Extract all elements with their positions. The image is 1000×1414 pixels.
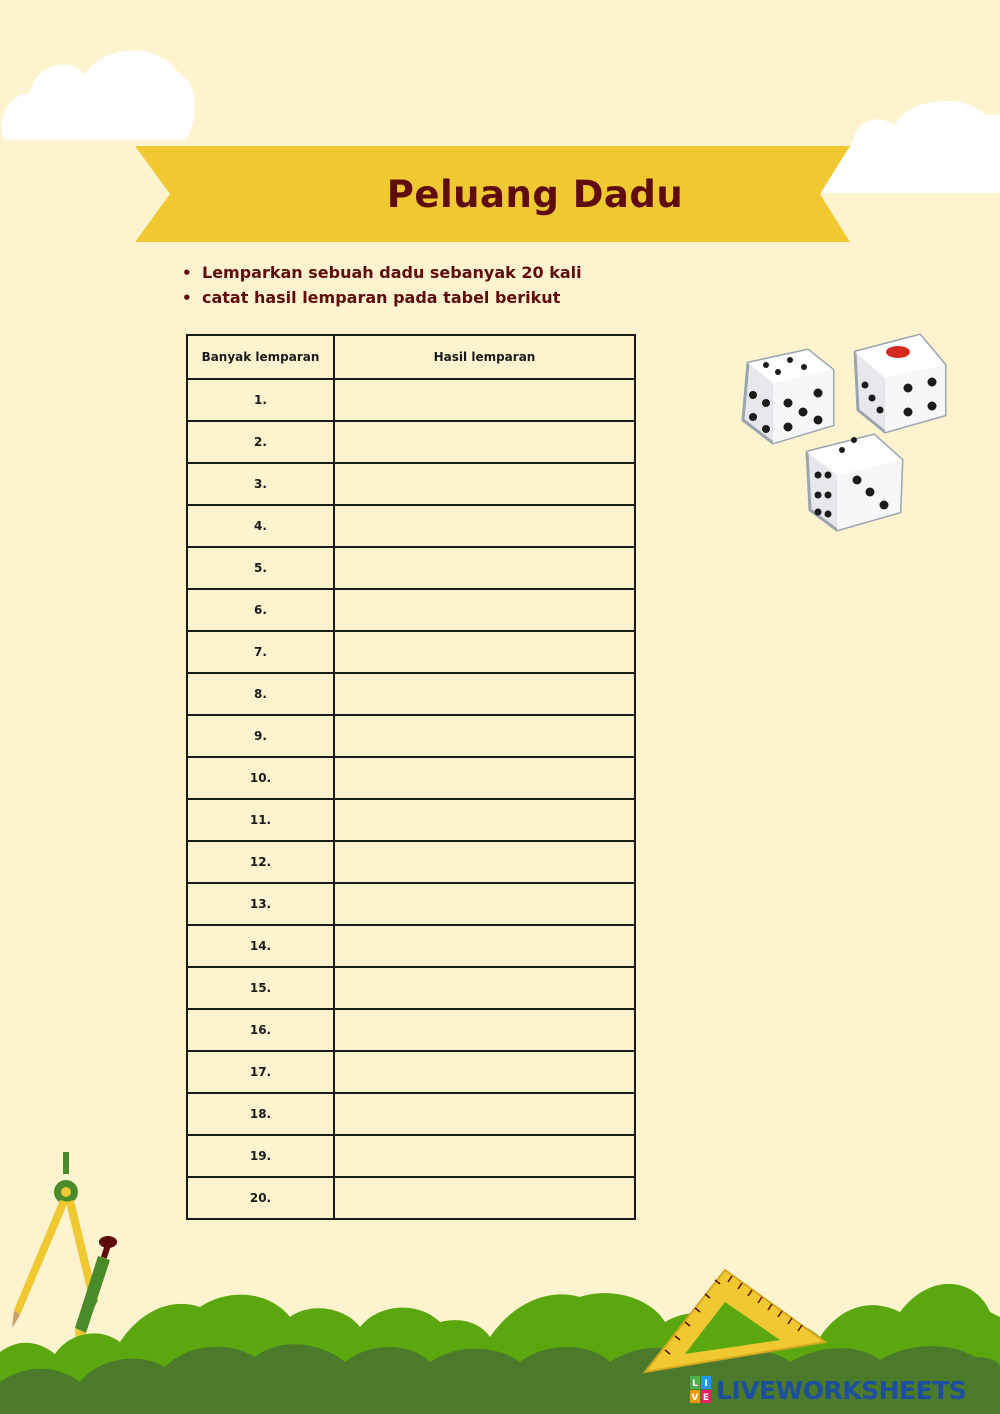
- table-row: [187, 841, 635, 883]
- table-row: [187, 631, 635, 673]
- throw-number-cell: 20.: [187, 1177, 334, 1219]
- table-row: [187, 421, 635, 463]
- svg-text:V: V: [691, 1393, 699, 1403]
- throw-number-cell: 8.: [187, 673, 334, 715]
- throw-result-cell[interactable]: [334, 715, 635, 757]
- table-row: [187, 379, 635, 421]
- svg-text:I: I: [704, 1379, 708, 1389]
- table-row: [187, 715, 635, 757]
- throw-result-cell[interactable]: [334, 1093, 635, 1135]
- instruction-item: • Lemparkan sebuah dadu sebanyak 20 kali: [180, 262, 582, 287]
- throw-number-cell: 13.: [187, 883, 334, 925]
- table-row: [187, 1051, 635, 1093]
- throw-number-cell: 3.: [187, 463, 334, 505]
- table-row: [187, 673, 635, 715]
- table-row: [187, 925, 635, 967]
- throw-result-cell[interactable]: [334, 1177, 635, 1219]
- throw-result-cell[interactable]: [334, 841, 635, 883]
- throw-result-cell[interactable]: [334, 799, 635, 841]
- table-row: [187, 1009, 635, 1051]
- throw-number-cell: 1.: [187, 379, 334, 421]
- throw-number-cell: 2.: [187, 421, 334, 463]
- column-header-throw-count: Banyak lemparan: [187, 335, 334, 379]
- results-table: [186, 334, 636, 1220]
- throw-number-cell: 10.: [187, 757, 334, 799]
- table-row: [187, 1177, 635, 1219]
- throw-result-cell[interactable]: [334, 631, 635, 673]
- table-row: [187, 463, 635, 505]
- throw-number-cell: 16.: [187, 1009, 334, 1051]
- table-row: [187, 799, 635, 841]
- throw-result-cell[interactable]: [334, 883, 635, 925]
- instruction-item: • catat hasil lemparan pada tabel berikut: [180, 287, 582, 312]
- instruction-list: [180, 262, 582, 312]
- table-row: [187, 883, 635, 925]
- throw-number-cell: 18.: [187, 1093, 334, 1135]
- throw-result-cell[interactable]: [334, 421, 635, 463]
- throw-number-cell: 5.: [187, 547, 334, 589]
- throw-number-cell: 6.: [187, 589, 334, 631]
- dice-icon: [730, 325, 970, 535]
- throw-result-cell[interactable]: [334, 589, 635, 631]
- watermark-brand: LIVEWORKSHEETS: [716, 1375, 967, 1405]
- table-row: [187, 1135, 635, 1177]
- table-row: [187, 967, 635, 1009]
- throw-number-cell: 9.: [187, 715, 334, 757]
- title-banner: [135, 146, 850, 242]
- throw-result-cell[interactable]: [334, 757, 635, 799]
- cloud-icon: [0, 45, 200, 145]
- svg-text:E: E: [702, 1393, 710, 1403]
- liveworksheets-logo-icon: [690, 1376, 712, 1404]
- table-row: [187, 547, 635, 589]
- throw-number-cell: 11.: [187, 799, 334, 841]
- throw-number-cell: 12.: [187, 841, 334, 883]
- table-row: [187, 757, 635, 799]
- throw-result-cell[interactable]: [334, 379, 635, 421]
- throw-number-cell: 14.: [187, 925, 334, 967]
- liveworksheets-watermark: [690, 1372, 966, 1408]
- throw-result-cell[interactable]: [334, 967, 635, 1009]
- throw-result-cell[interactable]: [334, 505, 635, 547]
- svg-text:L: L: [692, 1379, 698, 1389]
- column-header-throw-result: Hasil lemparan: [334, 335, 635, 379]
- throw-number-cell: 17.: [187, 1051, 334, 1093]
- throw-number-cell: 4.: [187, 505, 334, 547]
- throw-number-cell: 19.: [187, 1135, 334, 1177]
- table-row: [187, 1093, 635, 1135]
- throw-result-cell[interactable]: [334, 547, 635, 589]
- page-title: Peluang Dadu: [386, 172, 684, 216]
- table-row: [187, 589, 635, 631]
- table-header-row: [187, 335, 635, 379]
- set-square-icon: [640, 1262, 830, 1382]
- throw-result-cell[interactable]: [334, 1135, 635, 1177]
- throw-result-cell[interactable]: [334, 1051, 635, 1093]
- table-row: [187, 505, 635, 547]
- throw-result-cell[interactable]: [334, 925, 635, 967]
- throw-result-cell[interactable]: [334, 1009, 635, 1051]
- throw-number-cell: 15.: [187, 967, 334, 1009]
- throw-number-cell: 7.: [187, 631, 334, 673]
- throw-result-cell[interactable]: [334, 673, 635, 715]
- throw-result-cell[interactable]: [334, 463, 635, 505]
